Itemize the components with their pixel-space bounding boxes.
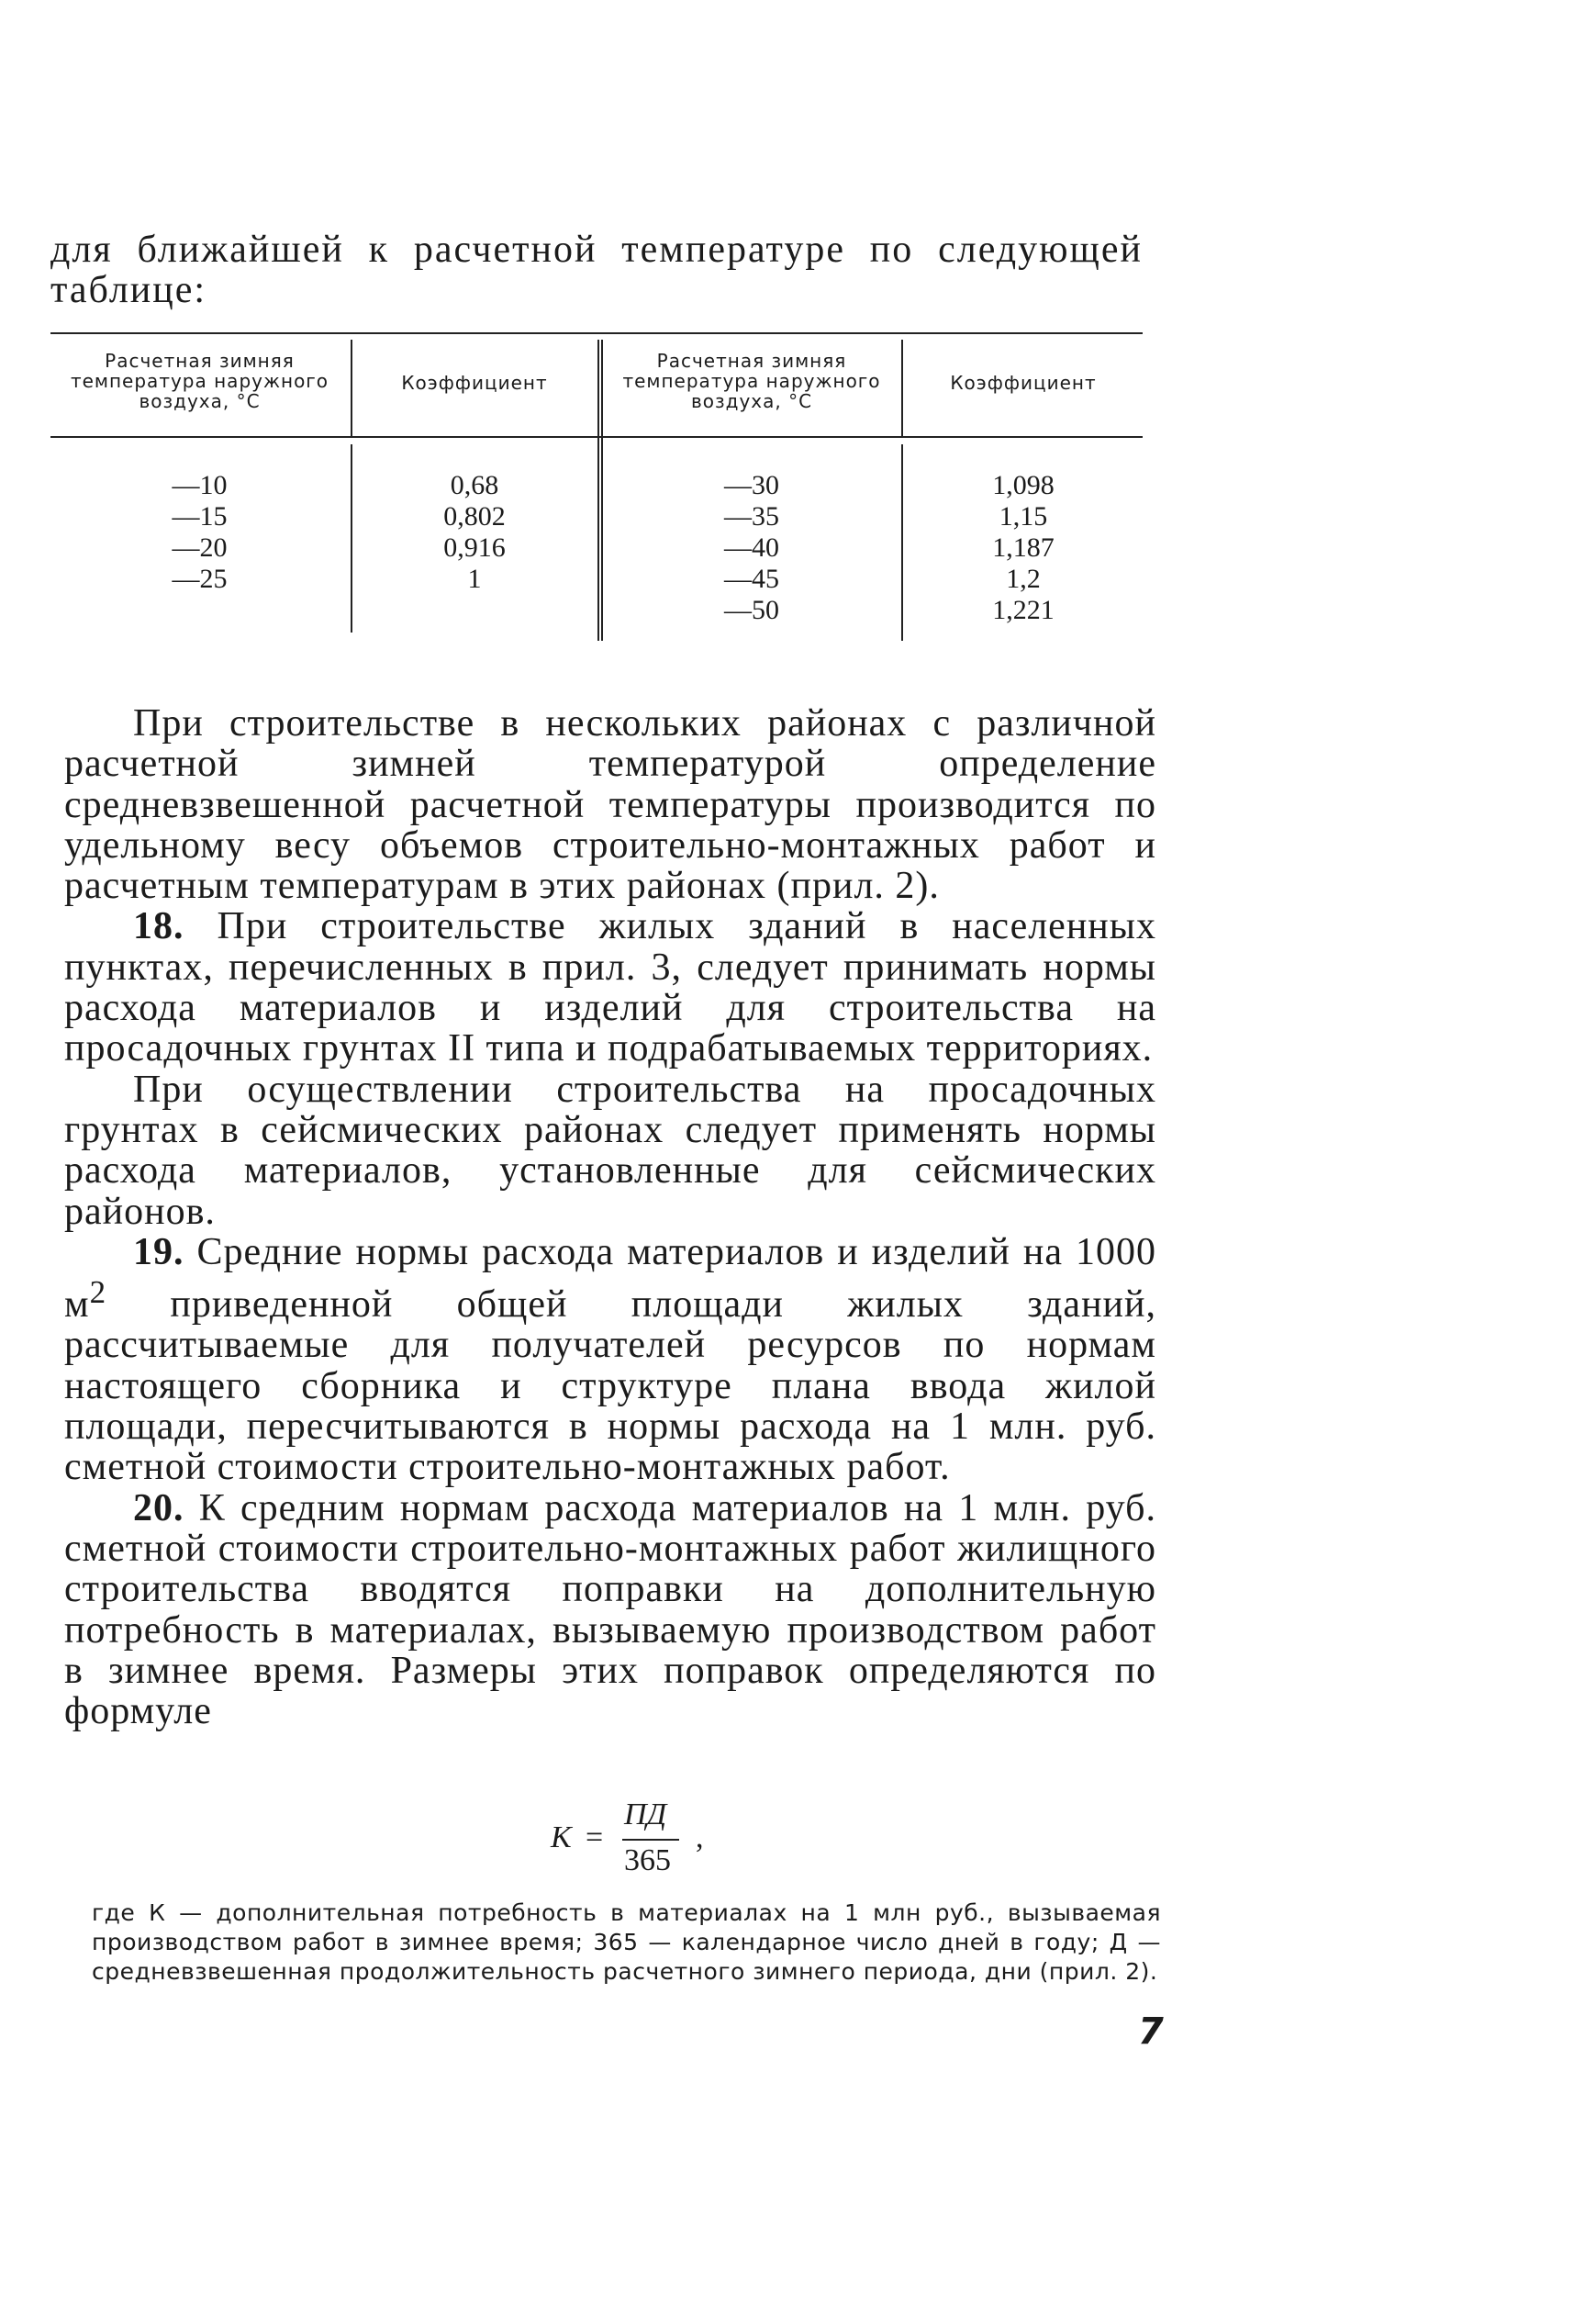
divider-1 <box>351 340 352 436</box>
formula-comma: , <box>696 1820 704 1854</box>
paragraph-number: 18. <box>133 905 184 948</box>
paragraph-18 <box>64 906 1156 1069</box>
formula-numerator: ПД <box>624 1797 667 1831</box>
column-coeff-left <box>353 470 596 595</box>
table-header-rule <box>50 436 1143 438</box>
cell-temp: —25 <box>172 564 228 594</box>
formula <box>551 1797 753 1880</box>
paragraph-number: 19. <box>133 1230 184 1273</box>
cell-coeff: 1 <box>467 564 482 594</box>
formula-explanation: где К — дополнительная потребность в материалах на 1 млн руб., вызываемая производством работ в зимнее время; 365 — календарное число дней в году; Д — средневзвешенная продолжительность расчетного зимнего периода, дни (прил. 2). <box>92 1899 1161 1985</box>
cell-coeff: 1,221 <box>992 595 1055 625</box>
cell-coeff: 1,187 <box>992 532 1055 563</box>
intro-text: для ближайшей к расчетной температуре по следующей таблице: <box>50 229 1143 311</box>
cell-coeff: 1,2 <box>1006 564 1041 594</box>
cell-coeff: 1,15 <box>999 501 1048 532</box>
formula-lhs: К <box>551 1820 572 1854</box>
cell-coeff: 1,098 <box>992 470 1055 500</box>
coefficient-table <box>50 332 1143 641</box>
formula-equals: = <box>586 1820 604 1854</box>
paragraph-seismic <box>64 1070 1156 1232</box>
divider-3 <box>901 340 903 436</box>
cell-temp: —15 <box>172 501 228 532</box>
paragraph-text: К средним нормам расхода материалов на 1 млн. руб. сметной стоимости строительно-монтажных работ жилищного строительства вводятся поправки на дополнительную потребность в материалах, вызываемую производством работ в зимнее время. Размеры этих поправок определяются по формуле <box>64 1486 1156 1733</box>
cell-temp: —35 <box>724 501 779 532</box>
cell-coeff: 0,802 <box>443 501 506 532</box>
formula-denominator: 365 <box>624 1843 671 1877</box>
paragraph-19 <box>64 1232 1156 1488</box>
table-top-rule <box>50 332 1143 334</box>
cell-temp: —40 <box>724 532 779 563</box>
header-temp-right: Расчетная зимняя температура наружного воздуха, °С <box>622 350 881 412</box>
column-coeff-right <box>904 470 1143 626</box>
cell-temp: —20 <box>172 532 228 563</box>
cell-temp: —30 <box>724 470 779 500</box>
cell-coeff: 0,68 <box>450 470 499 500</box>
column-temp-left <box>50 470 349 595</box>
column-temp-right <box>605 470 898 626</box>
divider-double <box>597 340 603 641</box>
paragraph-text: При строительстве в нескольких районах с различной расчетной зимней температурой определение средневзвешенной расчетной температуры производится по удельному весу объемов строительно-монтажных работ и расчетным температурам в этих районах (прил. 2). <box>64 702 1156 908</box>
cell-temp: —10 <box>172 470 228 500</box>
body-text <box>64 703 1156 1731</box>
cell-temp: —50 <box>724 595 779 625</box>
paragraph-number: 20. <box>133 1486 184 1529</box>
paragraph-20 <box>64 1488 1156 1732</box>
header-coeff-right: Коэффициент <box>950 372 1097 394</box>
header-coeff-left: Коэффициент <box>401 372 548 394</box>
cell-coeff: 0,916 <box>443 532 506 563</box>
divider-3b <box>901 444 903 641</box>
paragraph-text: При строительстве жилых зданий в населенных пунктах, перечисленных в прил. 3, следует принимать нормы расхода материалов и изделий для строительства на просадочных грунтах II типа и подрабатываемых территориях. <box>64 905 1156 1070</box>
paragraph-weighted-temperature <box>64 703 1156 906</box>
paragraph-text: Средние нормы расхода материалов и изделий на 1000 м <box>64 1230 1156 1327</box>
header-temp-left: Расчетная зимняя температура наружного воздуха, °С <box>70 350 329 412</box>
divider-1b <box>351 444 352 633</box>
superscript: 2 <box>89 1274 107 1311</box>
cell-temp: —45 <box>724 564 779 594</box>
fraction-bar <box>622 1839 679 1841</box>
paragraph-text: приведенной общей площади жилых зданий, рассчитываемые для получателей ресурсов по нормам настоящего сборника и структуре плана ввода жилой площади, пересчитываются в нормы расхода на 1 млн. руб. сметной стоимости строительно-монтажных работ. <box>64 1283 1156 1489</box>
page-number: 7 <box>1138 2010 1164 2053</box>
paragraph-text: При осуществлении строительства на просадочных грунтах в сейсмических районах следует применять нормы расхода материалов, установленные для сейсмических районов. <box>64 1068 1156 1233</box>
